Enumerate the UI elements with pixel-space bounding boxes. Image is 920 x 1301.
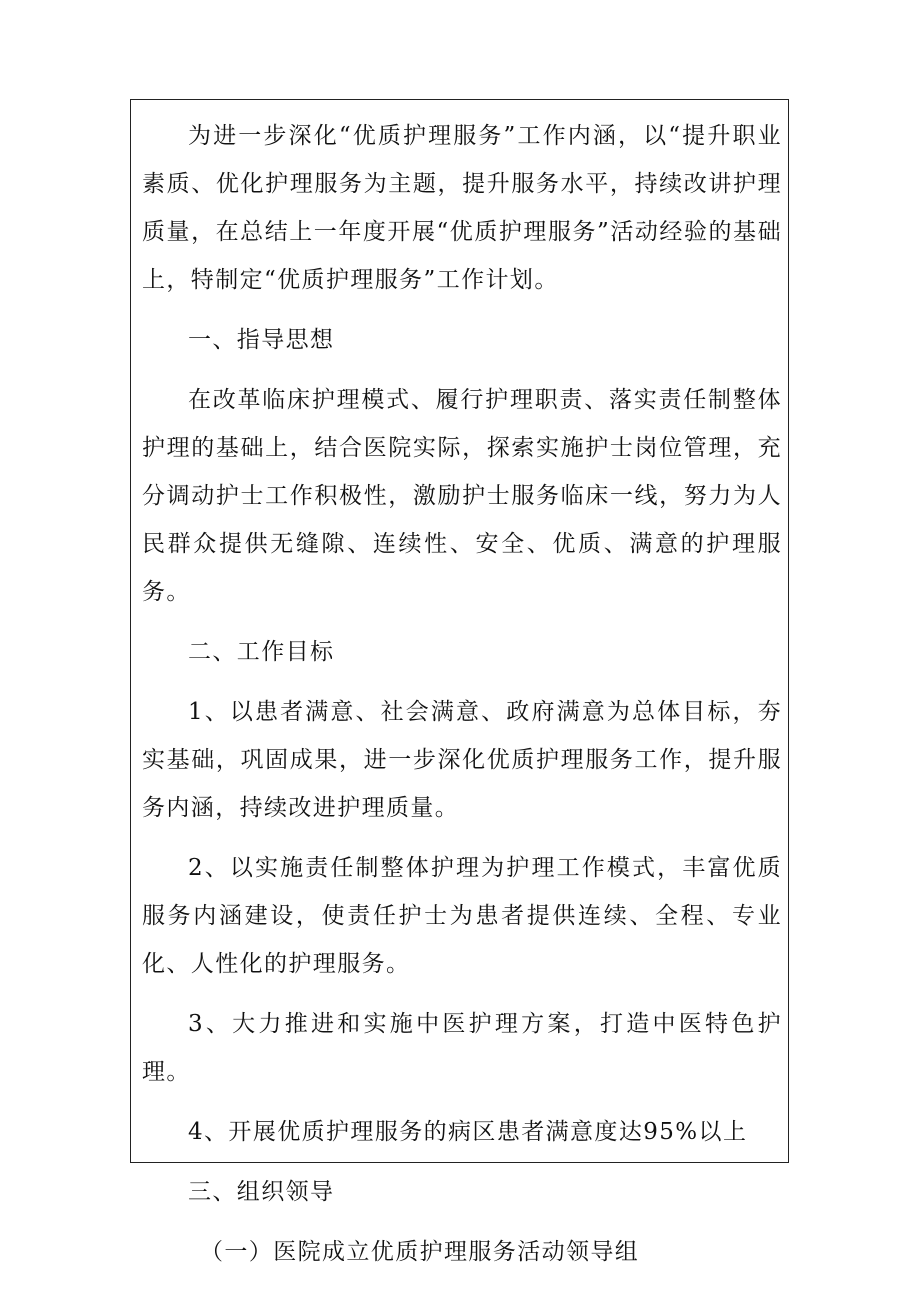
document-body xyxy=(142,112,782,1276)
goal-item-3: 3、大力推进和实施中医护理方案，打造中医特色护理。 xyxy=(142,1011,782,1085)
goal-item-4: 4、开展优质护理服务的病区患者满意度达95%以上 xyxy=(188,1119,748,1145)
section-heading-guiding-ideology: 一、指导思想 xyxy=(188,327,335,353)
document-frame xyxy=(130,99,789,1265)
goal-item-2: 2、以实施责任制整体护理为护理工作模式，丰富优质服务内涵建设，使责任护士为患者提供连续、全程、专业化、人性化的护理服务。 xyxy=(142,855,782,977)
subsection-heading-leadership-group: （一）医院成立优质护理服务活动领导组 xyxy=(200,1239,640,1265)
section-heading-organization: 三、组织领导 xyxy=(188,1179,335,1205)
intro-paragraph: 为进一步深化“优质护理服务”工作内涵，以“提升职业素质、优化护理服务为主题，提升服务水平，持续改讲护理质量，在总结上一年度开展“优质护理服务”活动经验的基础上，特制定“优质护理服务”工作计划。 xyxy=(142,123,782,293)
section-heading-work-goals: 二、工作目标 xyxy=(188,639,335,665)
guiding-ideology-paragraph: 在改革临床护理模式、履行护理职责、落实责任制整体护理的基础上，结合医院实际，探索实施护士岗位管理，充分调动护士工作积极性，激励护士服务临床一线，努力为人民群众提供无缝隙、连续性、安全、优质、满意的护理服务。 xyxy=(142,387,782,605)
goal-item-1: 1、以患者满意、社会满意、政府满意为总体目标，夯实基础，巩固成果，进一步深化优质护理服务工作，提升服务内涵，持续改进护理质量。 xyxy=(142,699,782,821)
